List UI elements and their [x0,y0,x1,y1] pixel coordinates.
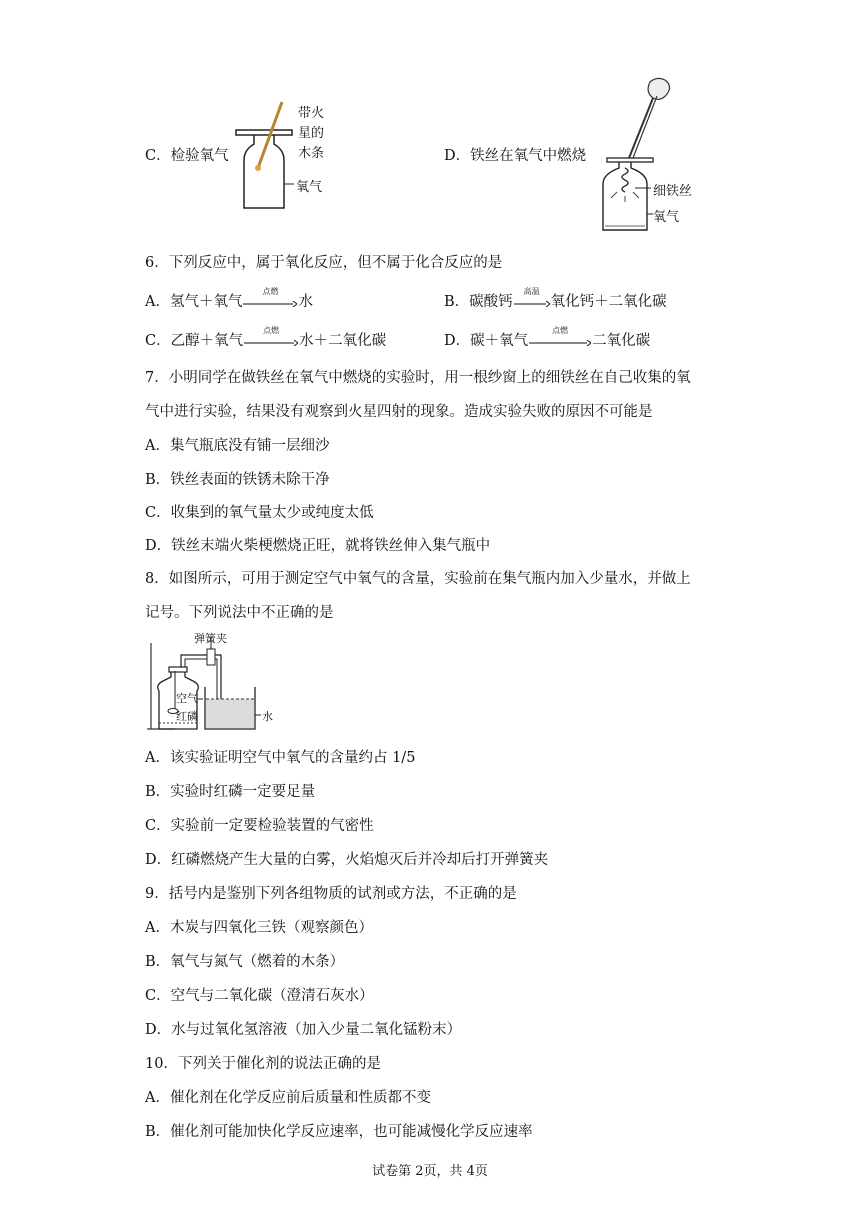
reaction-arrow [529,326,591,351]
fig-c-label-3: 木条 [298,146,325,161]
q8-option-a: A．该实验证明空气中氧气的含量约占 1/5 [145,750,416,766]
q8-option-b: B．实验时红磷一定要足量 [145,784,316,800]
fig-8-clamp-label: 弹簧夹 [194,632,227,645]
q6-a-pre: A．氢气＋氧气 [145,294,243,310]
q8-option-c: C．实验前一定要检验装置的气密性 [145,818,374,834]
q6-a-post: 水 [298,294,313,310]
q7-option-b: B．铁丝表面的铁锈未除干净 [145,472,330,488]
q9-option-b: B．氧气与氮气（燃着的木条） [145,954,345,970]
q6-b-pre: B．碳酸钙 [444,294,513,310]
q6-a-cond: 点燃 [262,287,279,296]
q10-option-b: B．催化剂可能加快化学反应速率，也可能减慢化学反应速率 [145,1124,533,1140]
reaction-arrow [243,287,297,312]
q5-option-c: C．检验氧气 [145,148,229,164]
q7-option-c: C．收集到的氧气量太少或纯度太低 [145,505,374,521]
oxygen-test-figure [232,100,342,210]
q7-stem-line-1: 7．小明同学在做铁丝在氧气中燃烧的实验时，用一根纱窗上的细铁丝在自己收集的氧 [145,370,691,386]
fig-c-label-2: 星的 [298,126,325,141]
q7-option-d: D．铁丝末端火柴梗燃烧正旺，就将铁丝伸入集气瓶中 [145,538,491,554]
q7-option-a: A．集气瓶底没有铺一层细沙 [145,438,330,454]
q8-stem-line-2: 记号。下列说法中不正确的是 [145,605,334,621]
fig-8-air-label: 空气 [176,692,198,705]
q10-stem: 10．下列关于催化剂的说法正确的是 [145,1056,381,1072]
fig-8-water-label: 水 [262,710,273,723]
fig-d-label-1: 细铁丝 [653,184,693,199]
q6-b-cond: 高温 [523,287,540,296]
q6-d-cond: 点燃 [552,326,569,335]
q8-option-d: D．红磷燃烧产生大量的白雾，火焰熄灭后并冷却后打开弹簧夹 [145,852,549,868]
fig-c-label-4: 氧气 [296,180,323,195]
q6-option-b [444,287,667,312]
fig-c-label-1: 带火 [298,106,325,121]
q6-c-pre: C．乙醇＋氧气 [145,333,244,349]
q6-option-a [145,287,313,312]
oxygen-content-apparatus-figure [145,633,275,733]
fig-8-phosphorus-label: 红磷 [176,710,198,723]
q6-option-c [145,326,387,351]
q6-d-pre: D．碳＋氧气 [444,333,529,349]
q7-stem-line-2: 气中进行实验，结果没有观察到火星四射的现象。造成实验失败的原因不可能是 [145,404,653,420]
q6-c-post: 水＋二氧化碳 [299,333,387,349]
q10-option-a: A．催化剂在化学反应前后质量和性质都不变 [145,1090,431,1106]
reaction-arrow [244,326,298,351]
q9-option-d: D．水与过氧化氢溶液（加入少量二氧化锰粉末） [145,1022,462,1038]
q6-stem: 6．下列反应中，属于氧化反应，但不属于化合反应的是 [145,255,503,271]
q5-option-d: D．铁丝在氧气中燃烧 [444,148,587,164]
reaction-arrow [514,287,550,312]
q6-b-post: 氧化钙＋二氧化碳 [550,294,667,310]
q9-option-c: C．空气与二氧化碳（澄清石灰水） [145,988,374,1004]
page-footer: 试卷第 2页，共 4页 [372,1164,488,1179]
q6-d-post: 二氧化碳 [592,333,651,349]
q9-option-a: A．木炭与四氧化三铁（观察颜色） [145,920,373,936]
q6-c-cond: 点燃 [263,326,280,335]
q8-stem-line-1: 8．如图所示，可用于测定空气中氧气的含量，实验前在集气瓶内加入少量水，并做上 [145,571,691,587]
fig-d-label-2: 氧气 [653,210,680,225]
q6-option-d [444,326,651,351]
q9-stem: 9．括号内是鉴别下列各组物质的试剂或方法，不正确的是 [145,886,517,902]
